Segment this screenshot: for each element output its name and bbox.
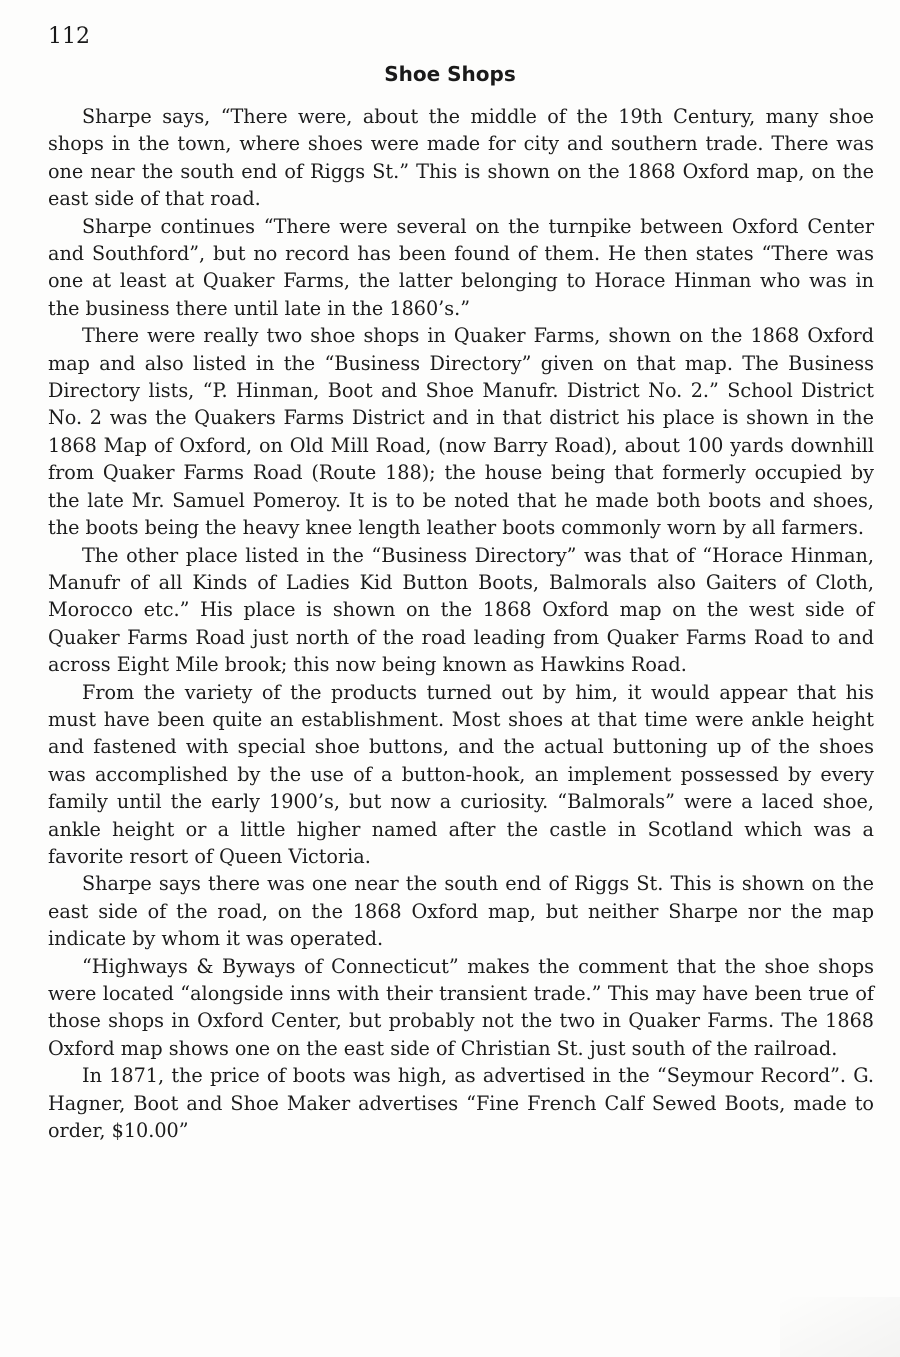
paragraph-1: Sharpe says, “There were, about the middle of the 19th Century, many shoe shops in the town, where shoes were made for city and southern trade. There was one near the south end of Riggs St.” This is shown on the 1868 Oxford map, on the east side of that road. [48, 105, 874, 211]
paragraph-5: From the variety of the products turned out by him, it would appear that his must have been quite an establishment. Most shoes at that time were ankle height and fastened with special shoe buttons, and the actual buttoning up of the shoes was accomplished by the use of a button-hook, an implement possessed by every family until the early 1900’s, but now a curiosity. “Balmorals” were a laced shoe, ankle height or a little higher named after the castle in Scotland which was a favorite resort of Queen Victoria. [48, 680, 874, 868]
paragraph-3: There were really two shoe shops in Quaker Farms, shown on the 1868 Oxford map and also listed in the “Business Directory” given on that map. The Business Directory lists, “P. Hinman, Boot and Shoe Manufr. District No. 2.” School District No. 2 was the Quakers Farms District and in that district his place is shown in the 1868 Map of Oxford, on Old Mill Road, (now Barry Road), about 100 yards downhill from Quaker Farms Road (Route 188); the house being that formerly occupied by the late Mr. Samuel Pomeroy. It is to be noted that he made both boots and shoes, the boots being the heavy knee length leather boots commonly worn by all farmers. [48, 324, 874, 540]
paragraph-4: The other place listed in the “Business Directory” was that of “Horace Hinman, Manufr of all Kinds of Ladies Kid Button Boots, Balmorals also Gaiters of Cloth, Morocco etc.” His place is shown on the 1868 Oxford map on the west side of Quaker Farms Road just north of the road leading from Quaker Farms Road to and across Eight Mile brook; this now being known as Hawkins Road. [48, 543, 874, 677]
page-number: 112 [48, 24, 90, 49]
page-title: Shoe Shops [384, 62, 516, 86]
paragraph-7: “Highways & Byways of Connecticut” makes the comment that the shoe shops were located “alongside inns with their transient trade.” This may have been true of those shops in Oxford Center, but probably not the two in Quaker Farms. The 1868 Oxford map shows one on the east side of Christian St. just south of the railroad. [48, 954, 874, 1060]
page-edge-shadow [780, 1297, 900, 1357]
paragraph-8: In 1871, the price of boots was high, as advertised in the “Seymour Record”. G. Hagner, Boot and Shoe Maker advertises “Fine French Calf Sewed Boots, made to order, $10.00” [48, 1064, 874, 1143]
body-text [48, 103, 874, 1144]
paragraph-2: Sharpe continues “There were several on the turnpike between Oxford Center and Southford”, but no record has been found of them. He then states “There was one at least at Quaker Farms, the latter belonging to Horace Hinman who was in the business there until late in the 1860’s.” [48, 214, 874, 320]
paragraph-6: Sharpe says there was one near the south end of Riggs St. This is shown on the east side of the road, on the 1868 Oxford map, but neither Sharpe nor the map indicate by whom it was operated. [48, 872, 874, 951]
